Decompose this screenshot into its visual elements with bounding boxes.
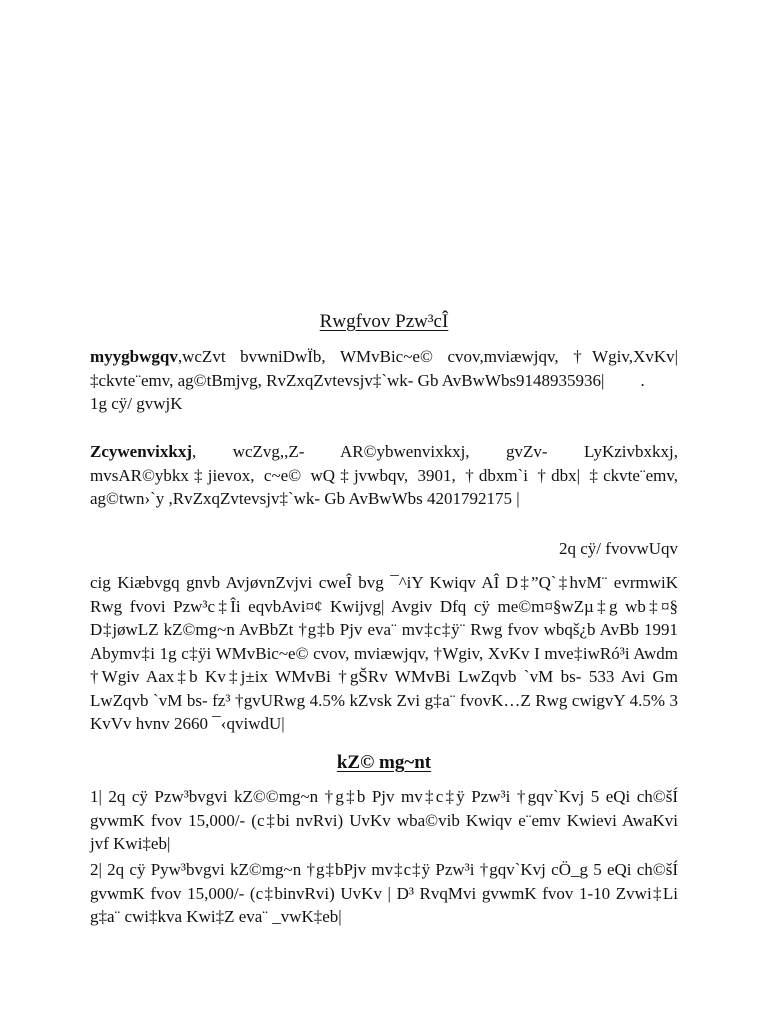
party-two-paragraph (90, 440, 678, 511)
term-item: 1| 2q cÿ Pzw³bvgvi kZ©©mg~n †g‡b Pjv mv‡c‡ÿ Pzw³i †gqv`Kvj 5 eQi ch©šÍ gvwmK fvov 15,000/- (c‡bi nvRvi) UvKv wba©vib Kwiqv e¨emv Kwievi AwaKvi jvf Kwi‡eb| (90, 787, 678, 853)
party-two-details: , wcZvg,,Z- AR©ybwenvixkxj, gvZv- LyKzivbxkxj, mvsAR©ybkx‡jievox, c~e© wQ‡jvwbqv, 3901, †dbxm`i †dbx| ‡ckvte¨emv, ag©twn›`y ,RvZxqZvtevsjv‡`wk- Gb AvBwWbs 4201792175 | (90, 442, 678, 508)
party-two-role: 2q cÿ/ fvovwUqv (559, 539, 678, 558)
main-paragraph: cig Kiæbvgq gnvb AvjøvnZvjvi cweÎ bvg ¯^iY Kwiqv AÎ D‡”Q`‡hvM¨ evrmwiK Rwg fvovi Pzw³c‡Îi eqvbAvi¤¢ Kwijvg| Avgiv Dfq cÿ me©m¤§wZµ‡g wb‡¤§ D‡jøwLZ kZ©mg~n AvBbZt †g‡b Pjv eva¨ mv‡c‡ÿ¨ Rwg fvov wbqš¿b AvBb 1991 Abymv‡i 1g c‡ÿi WMvBic~e© cvov, mviæwjqv, †Wgiv, XvKv I mve‡iwRó³i Awdm †Wgiv Aax‡b Kv‡j±ix WMvBi †gŠRv WMvBi LwZqvb `vM bs- 533 Avi Gm LwZqvb `vM bs- fz³ †gvURwg 4.5% kZvsk Zvi g‡a¨ fvovK…Z Rwg cwigvY 4.5% 3 KvVv hvnv 2660 ¯‹qviwdU| (90, 573, 678, 733)
party-two-name: Zcywenvixkxj (90, 442, 192, 461)
term-item: 2| 2q cÿ Pyw³bvgvi kZ©mg~n †g‡bPjv mv‡c‡ÿ Pzw³i †gqv`Kvj cÖ_g 5 eQi ch©šÍ gvwmK fvov 15,000/- (c‡binvRvi) UvKv | D³ RvqMvi gvwmK fvov 1-10 Zvwi‡Li g‡a¨ cwi‡kva Kwi‡Z eva¨ _vwK‡eb| (90, 860, 678, 926)
terms-heading: kZ© mg~nt (336, 752, 432, 773)
party-one-name: myygbwgqv (90, 347, 178, 366)
party-one-paragraph (90, 345, 678, 416)
party-one-role: 1g cÿ/ gvwjK (90, 394, 183, 413)
party-one-trailing-mark: . (640, 370, 645, 390)
document-title: Rwgfvov Pzw³cÎ (319, 311, 449, 332)
party-one-details: ,wcZvt bvwniDwÏb, WMvBic~e© cvov,mviæwjqv, †Wgiv,XvKv| ‡ckvte¨emv, ag©tBmjvg, RvZxqZvtevsjv‡`wk- Gb AvBwWbs9148935936| (90, 347, 678, 390)
